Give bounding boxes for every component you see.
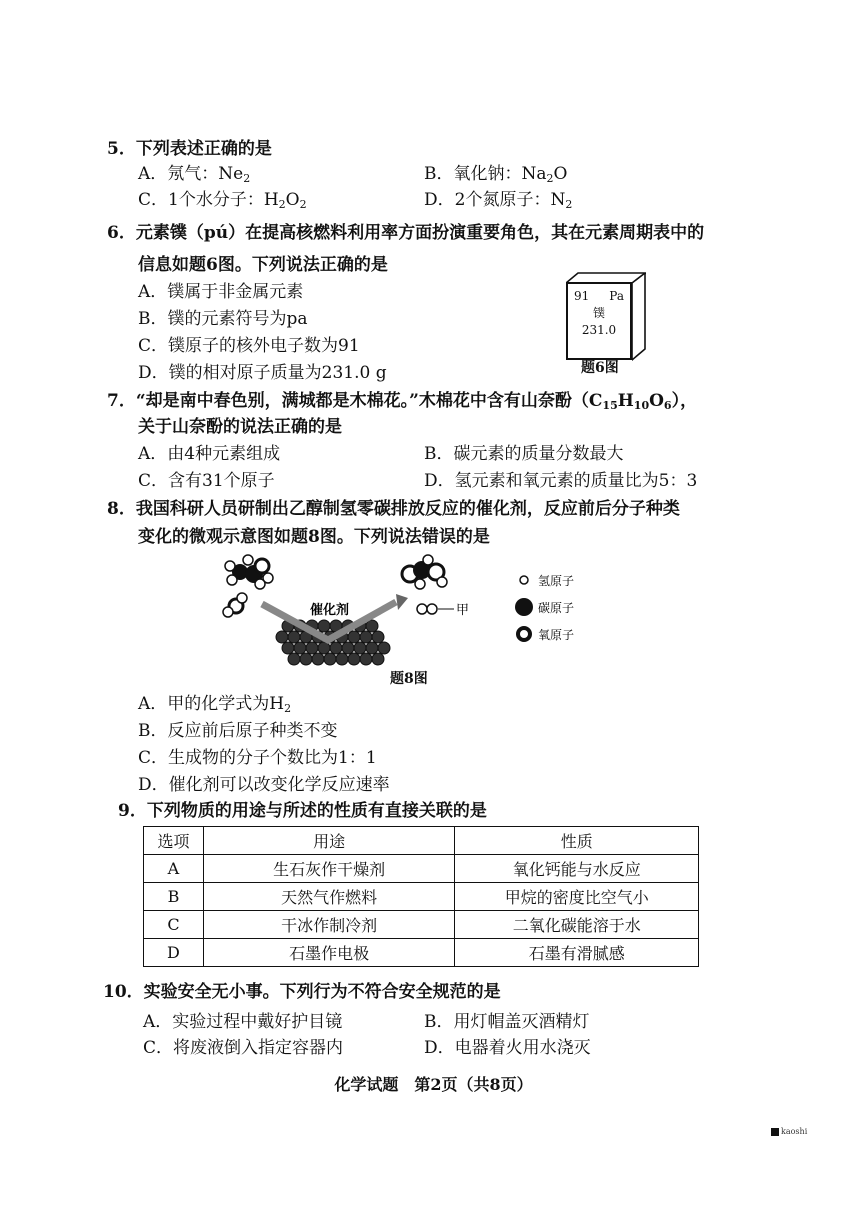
figure-8-caption: 题8图 (390, 671, 428, 687)
table-cell: A (144, 855, 204, 883)
table-cell: 生石灰作干燥剂 (203, 855, 455, 883)
q9-table (143, 826, 699, 967)
q5-stem: 5．下列表述正确的是 (107, 139, 272, 159)
q10-option-c: C．将废液倒入指定容器内 (143, 1038, 344, 1058)
legend-oxygen: 氧原子 (538, 628, 575, 642)
table-cell: C (144, 911, 204, 939)
q7-option-c: C．含有31个原子 (138, 471, 275, 491)
q6-option-b: B．镤的元素符号为pa (138, 309, 308, 329)
qr-icon (771, 1128, 779, 1136)
hydrogen-legend-icon (520, 576, 528, 584)
q6-option-a: A．镤属于非金属元素 (138, 282, 304, 302)
q10-option-b: B．用灯帽盖灭酒精灯 (424, 1012, 590, 1032)
q7-option-d: D．氢元素和氧元素的质量比为5：3 (424, 471, 698, 491)
q6-stem-line1: 6．元素镤（pú）在提高核燃料利用率方面扮演重要角色，其在元素周期表中的 (107, 223, 705, 243)
table-header-row (144, 827, 699, 855)
figure-6-caption: 题6图 (581, 360, 619, 376)
q8-option-d: D．催化剂可以改变化学反应速率 (138, 775, 390, 795)
table-cell: 石墨作电极 (203, 939, 455, 967)
table-cell: 二氧化碳能溶于水 (455, 911, 699, 939)
table-row (144, 911, 699, 939)
catalyst-label: 催化剂 (310, 603, 350, 618)
table-header: 选项 (144, 827, 204, 855)
q5-option-b: B．氧化钠：$Na_2O$ (424, 164, 568, 185)
legend-hydrogen: 氢原子 (538, 574, 575, 588)
page-footer: 化学试题 第2页（共8页） (334, 1075, 533, 1094)
q10-option-a: A．实验过程中戴好护目镜 (143, 1012, 343, 1032)
jia-label: 甲 (456, 603, 470, 618)
element-symbol: Pa (609, 289, 624, 303)
table-row (144, 855, 699, 883)
table-cell: B (144, 883, 204, 911)
q5-option-c: C．1个水分子：$H_2O_2$ (138, 190, 307, 211)
carbon-legend-icon (515, 598, 533, 616)
q8-option-b: B．反应前后原子种类不变 (138, 721, 338, 741)
table-header: 用途 (203, 827, 455, 855)
catalyst-bed (276, 620, 390, 665)
q7-option-b: B．碳元素的质量分数最大 (424, 444, 624, 464)
water-molecule (223, 593, 247, 617)
element-tile (566, 282, 632, 360)
element-name: 镤 (592, 306, 605, 320)
table-cell: D (144, 939, 204, 967)
table-cell: 干冰作制冷剂 (203, 911, 455, 939)
table-row (144, 939, 699, 967)
co2-molecule (402, 555, 447, 589)
q5-option-d: D．2个氮原子：$N_2$ (424, 190, 573, 211)
q7-option-a: A．由4种元素组成 (138, 444, 281, 464)
q7-stem-line1: 7．“却是南中春色别，满城都是木棉花。”木棉花中含有山奈酚$(C_{15}H_{10}O_6)$， (107, 391, 698, 412)
q8-stem-line2: 变化的微观示意图如题8图。下列说法错误的是 (138, 527, 490, 547)
atom-legend (515, 574, 574, 642)
table-cell: 天然气作燃料 (203, 883, 455, 911)
q6-option-d: D．镤的相对原子质量为231.0 g (138, 363, 387, 383)
q10-stem: 10．实验安全无小事。下列行为不符合安全规范的是 (103, 982, 501, 1002)
atomic-mass: 231.0 (581, 323, 617, 337)
corner-watermark: kaoshi (771, 1127, 807, 1136)
q10-option-d: D．电器着火用水浇灭 (424, 1038, 591, 1058)
q9-stem: 9．下列物质的用途与所述的性质有直接关联的是 (118, 801, 487, 821)
q7-stem-line2: 关于山奈酚的说法正确的是 (138, 417, 342, 437)
table-cell: 氧化钙能与水反应 (455, 855, 699, 883)
tile-3d-side (632, 273, 646, 361)
table-header: 性质 (455, 827, 699, 855)
oxygen-legend-icon (518, 628, 530, 640)
q6-option-c: C．镤原子的核外电子数为91 (138, 336, 360, 356)
q8-option-a: A．甲的化学式为$H_2$ (138, 694, 292, 715)
h2-molecule (417, 604, 454, 614)
table-cell: 石墨有滑腻感 (455, 939, 699, 967)
q8-stem-line1: 8．我国科研人员研制出乙醇制氢零碳排放反应的催化剂，反应前后分子种类 (107, 499, 680, 519)
legend-carbon: 碳原子 (538, 601, 575, 615)
table-cell: 甲烷的密度比空气小 (455, 883, 699, 911)
table-row (144, 883, 699, 911)
q5-option-a: A．氖气：$Ne_2$ (138, 164, 251, 185)
q6-stem-line2: 信息如题6图。下列说法正确的是 (138, 255, 388, 275)
q8-option-c: C．生成物的分子个数比为1：1 (138, 748, 377, 768)
atomic-number: 91 (574, 289, 590, 303)
ethanol-molecule (225, 555, 273, 589)
